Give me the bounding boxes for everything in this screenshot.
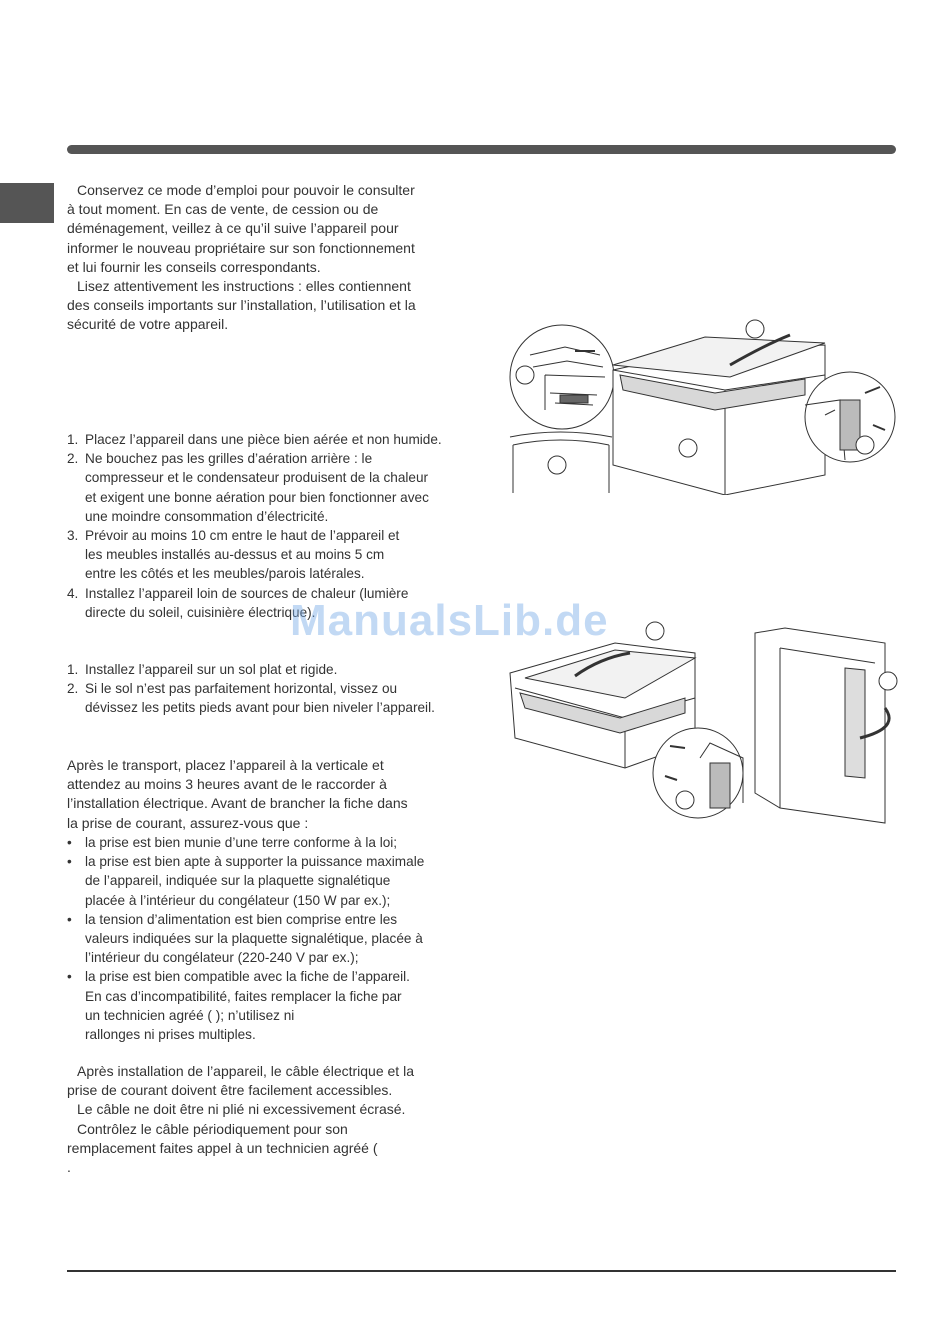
- list-item: [67, 852, 467, 910]
- item-line: la prise est bien munie d’une terre conforme à la loi;: [85, 835, 398, 850]
- door-installation-illustration: [505, 618, 900, 828]
- intro-line: déménagement, veillez à ce qu’il suive l’appareil pour: [67, 220, 399, 237]
- item-line: directe du soleil, cuisinière électrique).: [85, 604, 316, 620]
- item-line: Prévoir au moins 10 cm entre le haut de l’appareil et: [85, 528, 400, 544]
- intro-line: des conseils importants sur l’installation, l’utilisation et la: [67, 297, 416, 314]
- socket-checklist: [67, 833, 467, 1044]
- step-marker: [856, 436, 874, 454]
- list-item: [67, 660, 467, 679]
- top-rule: [67, 145, 896, 154]
- item-number: 3.: [67, 528, 79, 544]
- item-line: entre les côtés et les meubles/parois latérales.: [85, 566, 365, 582]
- step-marker: [746, 320, 764, 338]
- item-line: dévissez les petits pieds avant pour bien niveler l’appareil.: [85, 700, 435, 716]
- hinge-part: [560, 395, 588, 403]
- item-line: la prise est bien compatible avec la fiche de l’appareil.: [85, 969, 410, 985]
- intro-line: informer le nouveau propriétaire sur son fonctionnement: [67, 239, 415, 256]
- intro-paragraph: [67, 181, 462, 335]
- step-marker: [516, 366, 534, 384]
- bullet-mark: •: [67, 969, 72, 985]
- placement-list: [67, 430, 467, 622]
- list-item: [67, 679, 467, 717]
- item-line: la tension d’alimentation est bien comprise entre les: [85, 911, 398, 927]
- item-line: Installez l’appareil sur un sol plat et rigide.: [85, 662, 338, 677]
- electrical-line: l’installation électrique. Avant de brancher la fiche dans: [67, 795, 408, 812]
- item-line: l’intérieur du congélateur (220-240 V par ex.);: [85, 950, 359, 966]
- language-tab: [0, 183, 54, 223]
- electrical-line: Après le transport, placez l’appareil à la verticale et: [67, 757, 384, 773]
- item-line: placée à l’intérieur du congélateur (150 W par ex.);: [85, 892, 391, 908]
- item-line: Installez l’appareil loin de sources de chaleur (lumière: [85, 585, 409, 601]
- item-line: les meubles installés au-dessus et au moins 5 cm: [85, 547, 385, 563]
- door-panel: [845, 668, 865, 778]
- item-number: 1.: [67, 432, 79, 447]
- cable-line: .: [67, 1159, 71, 1176]
- list-item: [67, 449, 467, 526]
- item-number: 1.: [67, 662, 79, 677]
- intro-line: sécurité de votre appareil.: [67, 316, 229, 333]
- step-marker: [679, 439, 697, 457]
- item-line: de l’appareil, indiquée sur la plaquette signalétique: [85, 873, 391, 889]
- width-arc: [510, 432, 612, 437]
- item-line: rallonges ni prises multiples.: [85, 1027, 256, 1043]
- list-item: [67, 967, 467, 1044]
- item-number: 4.: [67, 585, 79, 601]
- watermark: ManualsLib.de: [290, 596, 609, 645]
- electrical-line: la prise de courant, assurez-vous que :: [67, 814, 309, 831]
- item-line: Si le sol n’est pas parfaitement horizontal, vissez ou: [85, 681, 398, 697]
- cable-line: Après installation de l’appareil, le câble électrique et la: [77, 1063, 414, 1079]
- step-marker: [548, 456, 566, 474]
- bullet-mark: •: [67, 911, 72, 927]
- item-line: Placez l’appareil dans une pièce bien aérée et non humide.: [85, 432, 442, 447]
- item-number: 2.: [67, 451, 79, 467]
- list-item: [67, 430, 467, 449]
- step-marker: [676, 791, 694, 809]
- item-number: 2.: [67, 681, 79, 697]
- item-line: valeurs indiquées sur la plaquette signalétique, placée à: [85, 931, 423, 947]
- bullet-mark: •: [67, 854, 72, 870]
- item-line: En cas d’incompatibilité, faites remplacer la fiche par: [85, 988, 402, 1004]
- cable-line: Contrôlez le câble périodiquement pour son: [77, 1120, 348, 1137]
- bottom-rule: [67, 1270, 896, 1272]
- leveling-list: [67, 660, 467, 718]
- cable-line: Le câble ne doit être ni plié ni excessivement écrasé.: [77, 1101, 406, 1118]
- list-item: [67, 526, 467, 584]
- item-line: la prise est bien apte à supporter la puissance maximale: [85, 854, 425, 870]
- item-line: compresseur et le condensateur produisent de la chaleur: [85, 470, 429, 486]
- cable-paragraph: [67, 1062, 462, 1177]
- item-line: Ne bouchez pas les grilles d’aération arrière : le: [85, 451, 373, 467]
- intro-line: et lui fournir les conseils correspondants.: [67, 258, 321, 275]
- cable-line: prise de courant doivent être facilement accessibles.: [67, 1082, 393, 1099]
- list-item: [67, 910, 467, 968]
- item-line: une moindre consommation d’électricité.: [85, 508, 329, 524]
- hinge-grid: [710, 763, 730, 808]
- intro-line: Conservez ce mode d’emploi pour pouvoir le consulter: [77, 182, 415, 198]
- electrical-paragraph: [67, 756, 462, 833]
- electrical-line: attendez au moins 3 heures avant de le raccorder à: [67, 776, 387, 793]
- bullet-mark: •: [67, 835, 72, 850]
- item-line: et exigent une bonne aération pour bien fonctionner avec: [85, 489, 429, 505]
- door-removal-illustration: [505, 315, 900, 495]
- list-item: [67, 833, 467, 852]
- step-marker: [646, 622, 664, 640]
- intro-line: à tout moment. En cas de vente, de cession ou de: [67, 201, 379, 218]
- item-line: un technicien agréé ( ); n’utilisez ni: [85, 1007, 295, 1023]
- intro-line: Lisez attentivement les instructions : elles contiennent: [77, 278, 411, 295]
- step-marker: [879, 672, 897, 690]
- cable-line: remplacement faites appel à un technicien agréé (: [67, 1139, 378, 1156]
